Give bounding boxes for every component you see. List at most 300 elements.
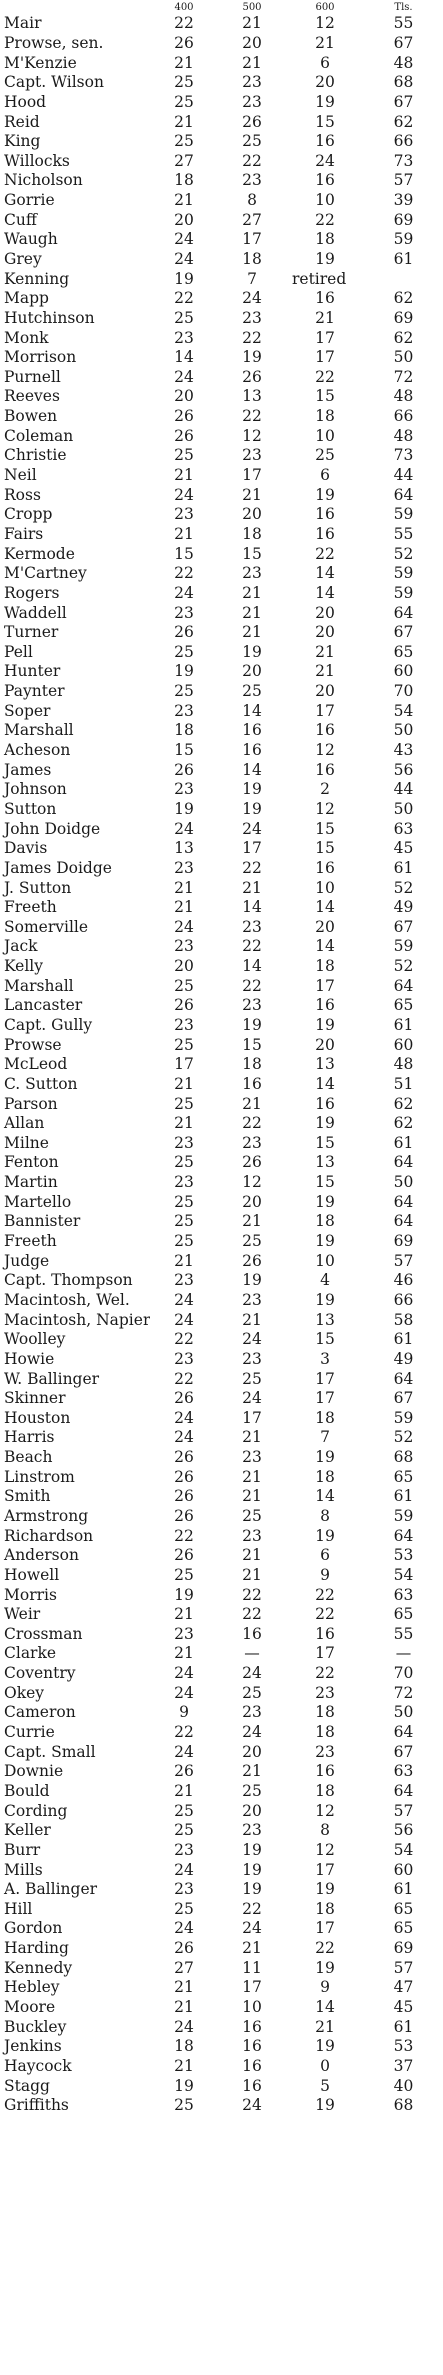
competitor-name: Anderson [4,1546,79,1565]
score-400: 25 [174,1192,194,1211]
table-row [0,1310,443,1330]
score-500: 19 [242,780,262,799]
score-400: 21 [174,1605,194,1624]
score-400: 20 [174,387,194,406]
score-500: 24 [242,1330,262,1349]
score-500: 13 [242,387,262,406]
score-400: 21 [174,1251,194,1270]
total-score: 72 [393,1683,414,1702]
table-row [0,662,443,682]
score-400: 24 [174,2017,194,2036]
score-500: 19 [242,1880,262,1899]
table-row [0,348,443,368]
table-row [0,839,443,859]
score-400: 19 [174,2076,194,2095]
total-score: 50 [393,1703,414,1722]
score-500: 27 [242,210,262,229]
competitor-name: Weir [4,1605,41,1624]
score-400: 22 [174,1369,194,1388]
score-600: 19 [315,1290,335,1309]
score-400: 24 [174,1428,194,1447]
score-500: 20 [242,505,262,524]
total-score: 61 [393,250,414,268]
table-row [0,1350,443,1370]
competitor-name: Reid [4,112,40,131]
score-400: 21 [174,1998,194,2017]
score-600: 6 [320,53,330,72]
score-600: 22 [315,1605,335,1624]
score-500: 20 [242,33,262,52]
table-row [0,1251,443,1271]
table-row [0,1566,443,1586]
score-400: 26 [174,623,194,642]
score-400: 26 [174,33,194,52]
score-400: 24 [174,1919,194,1938]
competitor-name: Moore [4,1998,56,2017]
table-row [0,1212,443,1232]
score-400: 21 [174,1114,194,1133]
score-500: 23 [242,92,262,111]
total-score: 66 [393,1290,414,1309]
score-400: 27 [174,151,194,170]
competitor-name: Freeth [4,898,57,917]
score-600: 14 [315,1998,335,2017]
competitor-name: Allan [4,1114,45,1133]
score-600: 18 [315,957,335,976]
score-400: 18 [174,721,194,740]
column-header-400: 400 [174,2,194,13]
score-400: 22 [174,1526,194,1545]
score-400: 21 [174,53,194,72]
table-row [0,1919,443,1939]
score-400: 23 [174,603,194,622]
score-400: 23 [174,1349,194,1368]
score-600: 18 [315,1703,335,1722]
competitor-name: Skinner [4,1389,66,1408]
total-score: 62 [393,1094,414,1113]
total-score: 61 [393,1330,414,1349]
table-row [0,1094,443,1114]
total-score: 54 [393,1840,414,1859]
table-row [0,1958,443,1978]
total-score: 50 [393,348,414,367]
total-score: 49 [393,1349,414,1368]
competitor-name: M'Cartney [4,564,87,583]
total-score: 64 [393,1369,414,1388]
competitor-name: Armstrong [4,1507,89,1525]
table-row [0,898,443,918]
score-400: 27 [174,1958,194,1977]
competitor-name: Capt. Small [4,1742,96,1761]
score-600: 21 [315,2017,335,2036]
table-row [0,1860,443,1880]
table-row [0,1467,443,1487]
total-score: 55 [393,1624,414,1643]
score-600: 20 [315,1035,335,1054]
score-400: 19 [174,269,194,288]
table-row [0,230,443,250]
table-row [0,1585,443,1605]
score-600: 22 [315,544,335,563]
total-score: 43 [393,741,414,760]
competitor-name: Mills [4,1860,43,1879]
table-row [0,1173,443,1193]
total-score: 64 [393,1212,414,1231]
score-500: 16 [242,721,262,740]
competitor-name: Gordon [4,1919,63,1938]
table-header [0,0,443,14]
total-score: 67 [393,623,414,642]
table-row [0,1821,443,1841]
score-600: 20 [315,917,335,936]
score-600: 16 [315,132,335,151]
competitor-name: Clarke [4,1644,57,1663]
score-500: 14 [242,957,262,976]
score-500: 25 [242,1507,262,1525]
score-600: 23 [315,1683,335,1702]
competitor-name: Keller [4,1821,51,1840]
score-500: 21 [242,1310,262,1329]
competitor-name: Davis [4,839,48,858]
column-header-600: 600 [315,2,335,13]
competitor-name: Howie [4,1349,55,1368]
score-400: 24 [174,1408,194,1427]
score-600: 18 [315,1467,335,1486]
score-600: 3 [320,1349,330,1368]
score-600: 16 [315,289,335,308]
total-score: 65 [393,1605,414,1624]
score-600: 23 [315,1742,335,1761]
total-score: 46 [393,1271,414,1290]
score-500: 23 [242,564,262,583]
score-500: 17 [242,466,262,485]
score-400: 15 [174,544,194,563]
total-score: 59 [393,937,414,956]
score-400: 21 [174,878,194,897]
score-600: 12 [315,741,335,760]
table-row [0,544,443,564]
score-500: 23 [242,1133,262,1152]
score-600: 10 [315,426,335,445]
competitor-name: Downie [4,1762,64,1781]
score-400: 23 [174,701,194,720]
score-500: 23 [242,308,262,327]
score-500: 19 [242,348,262,367]
table-row [0,957,443,977]
total-score: 64 [393,1781,414,1800]
score-400: 21 [174,466,194,485]
table-row [0,1016,443,1036]
score-600: 19 [315,1880,335,1899]
total-score: 54 [393,1565,414,1584]
score-500: 15 [242,1035,262,1054]
score-500: 20 [242,1742,262,1761]
table-row [0,53,443,73]
total-score: 72 [393,367,414,386]
score-600: 16 [315,1624,335,1643]
total-score: 59 [393,1408,414,1427]
score-400: 22 [174,1330,194,1349]
score-400: 24 [174,1664,194,1683]
total-score: 39 [393,191,414,210]
total-score: 69 [393,1939,414,1958]
score-600: 17 [315,1389,335,1408]
competitor-name: Parson [4,1094,58,1113]
total-score: 48 [393,53,414,72]
competitor-name: Hunter [4,662,61,681]
score-600: 15 [315,839,335,858]
score-600: 14 [315,898,335,917]
score-500: 24 [242,819,262,838]
table-row [0,643,443,663]
table-row [0,1978,443,1998]
score-500: 24 [242,1664,262,1683]
score-600: 7 [320,1428,330,1447]
table-row [0,1900,443,1920]
score-600: 4 [320,1271,330,1290]
score-400: 19 [174,662,194,681]
column-header-500: 500 [242,2,262,13]
competitor-name: C. Sutton [4,1074,78,1093]
score-600: 18 [315,1899,335,1918]
score-600: 22 [315,1585,335,1604]
competitor-name: Currie [4,1723,55,1742]
total-score: 57 [393,1958,414,1977]
table-row [0,1271,443,1291]
competitor-name: Cropp [4,505,53,524]
score-600: 2 [320,780,330,799]
score-400: 23 [174,1840,194,1859]
total-score: 61 [393,1133,414,1152]
score-400: 26 [174,1467,194,1486]
competitor-name: Marshall [4,976,74,995]
score-400: 21 [174,191,194,210]
table-row [0,250,443,270]
score-600: 0 [320,2056,330,2075]
competitor-name: Capt. Thompson [4,1271,133,1290]
score-400: 9 [179,1703,189,1722]
score-400: 24 [174,1742,194,1761]
score-600: 22 [315,1664,335,1683]
score-500: 22 [242,858,262,877]
competitor-name: Reeves [4,387,60,406]
table-row [0,1369,443,1389]
table-row [0,1546,443,1566]
table-row [0,1075,443,1095]
table-row [0,1782,443,1802]
competitor-name: Morrison [4,348,77,367]
score-600: 12 [315,1801,335,1820]
score-600: 10 [315,1251,335,1270]
score-500: 24 [242,2096,262,2115]
score-500: 20 [242,1801,262,1820]
competitor-name: Milne [4,1133,49,1152]
competitor-name: Neil [4,466,37,485]
total-score: 58 [393,1310,414,1329]
score-600: 17 [315,348,335,367]
competitor-name: Buckley [4,2017,67,2036]
score-400: 24 [174,485,194,504]
score-500: 21 [242,14,262,33]
competitor-name: Coleman [4,426,74,445]
score-600: 19 [315,1114,335,1133]
total-score: 64 [393,603,414,622]
score-500: 16 [242,1624,262,1643]
competitor-name: Mair [4,14,42,33]
competitor-name: Willocks [4,151,70,170]
score-400: 22 [174,564,194,583]
table-row [0,132,443,152]
score-600: 22 [315,1939,335,1958]
score-500: 15 [242,544,262,563]
score-500: 22 [242,1899,262,1918]
competitor-name: Hood [4,92,47,111]
score-600: 15 [315,1330,335,1349]
score-600: 22 [315,210,335,229]
score-500: 23 [242,1703,262,1722]
competitor-name: Turner [4,623,59,642]
score-500: 21 [242,623,262,642]
score-500: 16 [242,2076,262,2095]
competitor-name: Pell [4,642,33,661]
score-600: 21 [315,642,335,661]
score-500: 22 [242,1114,262,1133]
score-500: 21 [242,1762,262,1781]
score-500: 16 [242,2037,262,2056]
competitor-name: Lancaster [4,996,83,1015]
total-score: 60 [393,1035,414,1054]
table-row [0,741,443,761]
score-500: 22 [242,937,262,956]
table-row [0,1880,443,1900]
table-row [0,2017,443,2037]
table-row [0,1389,443,1409]
total-score: 44 [393,466,414,485]
score-600: 10 [315,878,335,897]
total-score: 70 [393,682,414,701]
total-score: 45 [393,1998,414,2017]
total-score: 52 [393,878,414,897]
score-600: 20 [315,73,335,92]
total-score: 56 [393,760,414,779]
competitor-name: Capt. Gully [4,1015,93,1034]
table-row [0,1998,443,2018]
total-score: 69 [393,1232,414,1251]
table-row [0,760,443,780]
score-400: 23 [174,1880,194,1899]
score-500: 16 [242,2017,262,2036]
total-score: 62 [393,289,414,308]
score-600: 18 [315,407,335,426]
score-500: 21 [242,603,262,622]
score-500: 26 [242,1153,262,1172]
table-row [0,1291,443,1311]
table-row [0,407,443,427]
score-400: 26 [174,1546,194,1565]
table-row [0,1330,443,1350]
score-500: 19 [242,1840,262,1859]
score-600: 16 [315,760,335,779]
table-row [0,1939,443,1959]
score-600: 14 [315,937,335,956]
score-600: 19 [315,92,335,111]
total-score: 37 [393,2056,414,2075]
score-400: 19 [174,1585,194,1604]
competitor-name: Martello [4,1192,72,1211]
table-row [0,466,443,486]
score-600: 16 [315,721,335,740]
competitor-name: Monk [4,328,49,347]
score-400: 26 [174,996,194,1015]
competitor-name: Acheson [4,741,71,760]
table-row [0,2057,443,2077]
score-600: 13 [315,1055,335,1074]
total-score: 56 [393,1821,414,1840]
competitor-name: Somerville [4,917,89,936]
total-score: 65 [393,1467,414,1486]
total-score: 66 [393,407,414,426]
table-row [0,819,443,839]
total-score: 57 [393,171,414,190]
score-600: 17 [315,328,335,347]
score-500: 22 [242,407,262,426]
score-400: 25 [174,1212,194,1231]
total-score: 52 [393,544,414,563]
score-600: 15 [315,112,335,131]
competitor-name: Marshall [4,721,74,740]
score-500: 14 [242,898,262,917]
score-500: 25 [242,682,262,701]
score-500: — [244,1644,260,1663]
total-score: 64 [393,1723,414,1742]
total-score: 48 [393,426,414,445]
competitor-name: Johnson [4,780,67,799]
score-600: 13 [315,1310,335,1329]
score-600: 21 [315,662,335,681]
competitor-name: Bowen [4,407,58,426]
score-600: 19 [315,2096,335,2115]
competitor-name: Hill [4,1899,33,1918]
total-score: 67 [393,33,414,52]
table-row [0,859,443,879]
score-600: 19 [315,1232,335,1251]
score-600: 17 [315,976,335,995]
competitor-name: Judge [4,1251,50,1270]
table-row [0,917,443,937]
score-400: 21 [174,1978,194,1997]
table-row [0,14,443,34]
table-row [0,1742,443,1762]
table-row [0,1408,443,1428]
competitor-name: Jenkins [4,2037,62,2056]
score-600: 5 [320,2076,330,2095]
competitor-name: Griffiths [4,2096,69,2115]
score-400: 25 [174,73,194,92]
total-score: 60 [393,1860,414,1879]
score-500: 16 [242,2056,262,2075]
competitor-name: Mapp [4,289,49,308]
score-600: 8 [320,1507,330,1525]
total-score: 59 [393,230,414,249]
total-score: 68 [393,2096,414,2115]
total-score: 51 [393,1074,414,1093]
total-score: 65 [393,1919,414,1938]
score-400: 20 [174,210,194,229]
table-row [0,93,443,113]
score-600: 18 [315,1781,335,1800]
score-600: 19 [315,1526,335,1545]
score-500: 21 [242,1212,262,1231]
